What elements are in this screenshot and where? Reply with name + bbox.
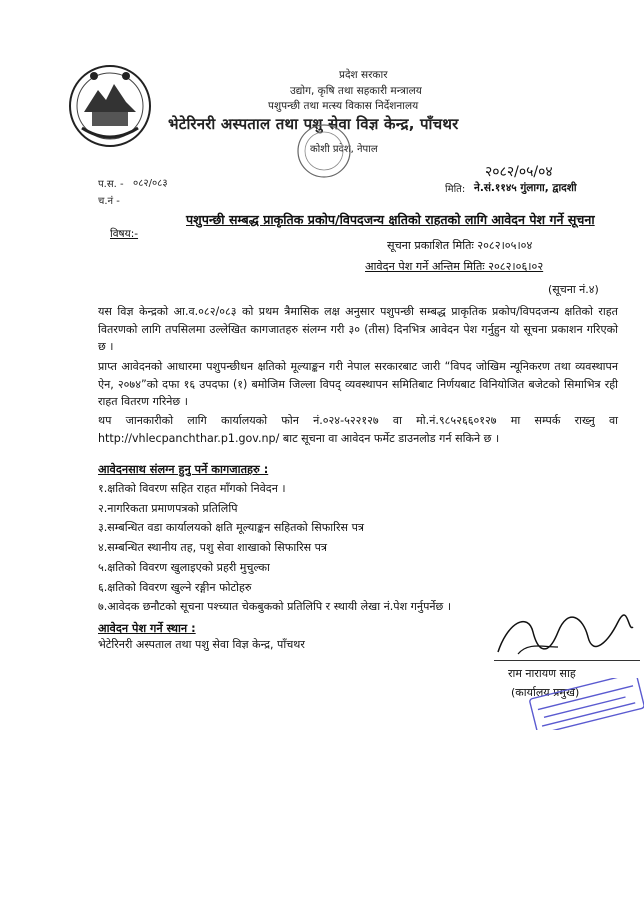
list-item: १.क्षतिको विवरण सहित राहत माँगको निवेदन । <box>98 482 286 495</box>
date-value: २०८२/०५/०४ <box>485 164 553 180</box>
place-heading: आवेदन पेश गर्ने स्थान : <box>98 622 196 635</box>
body-paragraph-2: प्राप्त आवेदनको आधारमा पशुपन्छीधन क्षतिको मूल्याङ्कन गरी नेपाल सरकारबाट जारी “विपद जोखिम न्यूनिकरण तथा व्यवस्थापन ऐन, २०७४”को दफा १६ उपदफा (१) बमोजिम जिल्ला विपद् व्यवस्थापन समितिबाट निर्णयबाट विनियोजित बजेटको सिमाभित्र रही राहत वितरण गरिनेछ । <box>98 360 618 408</box>
subject-text: पशुपन्छी सम्बद्ध प्राकृतिक प्रकोप/विपदजन्य क्षतिको राहतको लागि आवेदन पेश गर्ने सूचना <box>186 212 595 227</box>
notice-published-date: सूचना प्रकाशित मितिः २०८२।०५।०४ <box>387 239 533 252</box>
ps-value: ०८२/०८३ <box>133 178 168 189</box>
signature-line <box>494 660 640 661</box>
header-line-1: प्रदेश सरकार <box>339 69 388 81</box>
date-label: मिति: <box>445 184 466 195</box>
list-item: ७.आवेदक छनौटको सूचना पश्च्यात चेकबुकको प्रतिलिपि र स्थायी लेखा नं.पेश गर्नुपर्नेछ । <box>98 600 452 614</box>
official-stamp <box>526 678 644 730</box>
date-sub: ने.सं.११४५ गुंलागा, द्वादशी <box>474 182 577 194</box>
documents-list <box>98 479 598 617</box>
body-paragraph-3: थप जानकारीको लागि कार्यालयको फोन नं.०२४-५२२१२७ वा मो.नं.९८५२६६०१२७ मा सम्पर्क राख्नु वा http://vhlecpanchthar.p1.gov.np/ बाट सूचना वा आवेदन फर्मेट डाउनलोड गर्न सकिने छ । <box>98 414 618 445</box>
body-paragraph-1: यस विज्ञ केन्द्रको आ.व.०८२/०८३ को प्रथम त्रैमासिक लक्ष अनुसार पशुपन्छी सम्बद्ध प्राकृतिक प्रकोप/विपदजन्य क्षतिको राहत वितरणको लागि तपसिलमा उल्लेखित कागजातहरु संलग्न गरी ३० (तीस) दिनभित्र आवेदन पेश गर्नुहुन यो सूचना प्रकाशन गरिएको छ । <box>98 305 618 353</box>
list-item: ४.सम्बन्धित स्थानीय तह, पशु सेवा शाखाको सिफारिस पत्र <box>98 541 328 555</box>
list-item: २.नागरिकता प्रमाणपत्रको प्रतिलिपि <box>98 501 238 515</box>
list-item: ६.क्षतिको विवरण खुल्ने रङ्गीन फोटोहरु <box>98 580 252 594</box>
signature-mark <box>488 602 638 664</box>
header-office-name: भेटेरिनरी अस्पताल तथा पशु सेवा विज्ञ केन्द्र, पाँचथर <box>168 115 459 133</box>
documents-heading: आवेदनसाथ संलग्न हुनु पर्ने कागजातहरु : <box>98 463 269 476</box>
ps-label: प.स. - <box>98 179 124 190</box>
office-stamp-top <box>292 120 356 182</box>
header-line-5: कोशी प्रदेश, नेपाल <box>310 144 378 155</box>
header-line-2: उद्योग, कृषि तथा सहकारी मन्त्रालय <box>290 85 422 97</box>
notice-number: (सूचना नं.४) <box>548 283 599 296</box>
list-item: ३.सम्बन्धित वडा कार्यालयको क्षति मूल्याङ्कन सहितको सिफारिस पत्र <box>98 521 364 535</box>
cn-label: च.नं - <box>98 196 120 207</box>
signatory-title: (कार्यालय प्रमुख) <box>511 686 580 699</box>
header-line-3: पशुपन्छी तथा मत्स्य विकास निर्देशनालय <box>268 100 419 112</box>
signatory-name: राम नारायण साह <box>508 667 576 680</box>
subject-label: विषय:- <box>110 228 139 240</box>
place-text: भेटेरिनरी अस्पताल तथा पशु सेवा विज्ञ केन्द्र, पाँचथर <box>98 638 305 651</box>
list-item: ५.क्षतिको विवरण खुलाइएको प्रहरी मुचुल्का <box>98 560 270 574</box>
notice-deadline-date: आवेदन पेश गर्ने अन्तिम मितिः २०८२।०६।०२ <box>365 260 544 273</box>
nepal-emblem-logo <box>64 62 156 150</box>
